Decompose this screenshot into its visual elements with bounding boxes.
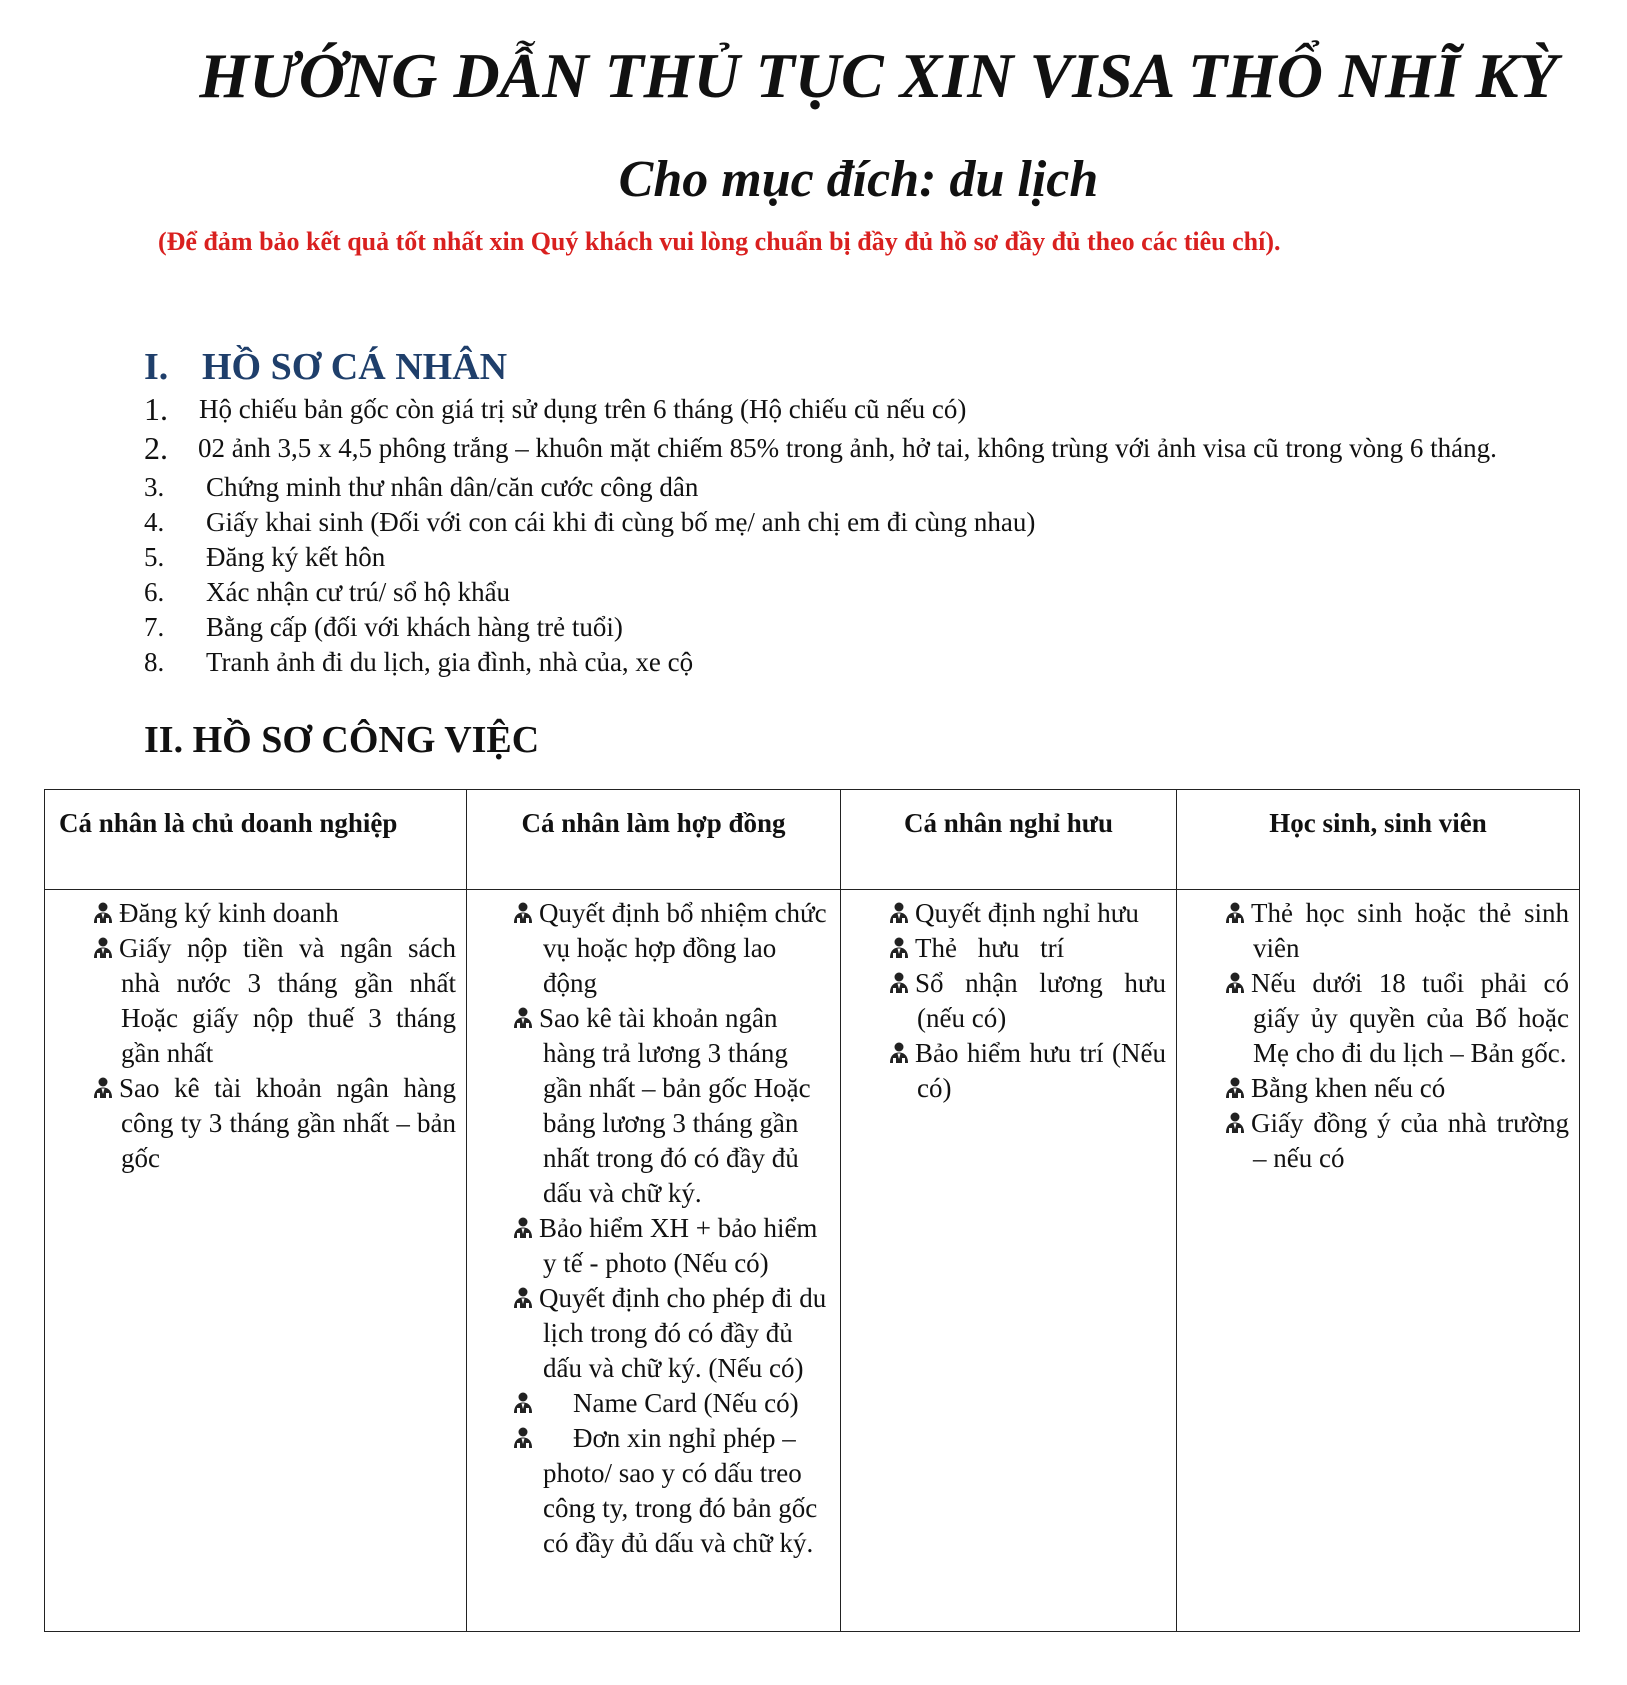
list-item (481, 1421, 830, 1561)
item-number: 5. (144, 542, 165, 572)
list-item (59, 896, 456, 931)
person-icon (887, 896, 915, 931)
item-text: Quyết định bổ nhiệm chức vụ hoặc hợp đồng lao động (539, 898, 827, 998)
item-text: Giấy nộp tiền và ngân sách nhà nước 3 tháng gần nhất Hoặc giấy nộp thuế 3 tháng gần nhất (119, 933, 456, 1068)
table-row (45, 890, 1580, 1632)
table-header-row (45, 790, 1580, 890)
item-number: 4. (144, 507, 165, 537)
person-icon (887, 966, 915, 1001)
person-icon (511, 1281, 539, 1316)
person-icon (91, 896, 119, 931)
list-item (144, 610, 1584, 645)
person-icon (1223, 896, 1251, 931)
item-text: Bằng khen nếu có (1251, 1073, 1446, 1103)
business-owner-list (59, 896, 456, 1176)
person-icon (91, 931, 119, 966)
list-item (59, 1071, 456, 1176)
person-icon (511, 1001, 539, 1036)
work-documents-table (44, 789, 1580, 1632)
person-icon (887, 1036, 915, 1071)
item-number: 6. (144, 577, 165, 607)
person-icon (511, 1211, 539, 1246)
column-header-retiree: Cá nhân nghỉ hưu (841, 790, 1177, 890)
person-icon (1223, 1106, 1251, 1141)
item-text: Sổ nhận lương hưu (nếu có) (915, 968, 1166, 1033)
item-number: 8. (144, 647, 165, 677)
item-text: Quyết định nghỉ hưu (915, 898, 1139, 928)
document-subtitle: Cho mục đích: du lịch (618, 151, 1099, 208)
list-item (481, 1211, 830, 1281)
instruction-note: (Để đảm bảo kết quả tốt nhất xin Quý khách vui lòng chuẩn bị đầy đủ hồ sơ đầy đủ theo các tiêu chí). (158, 227, 1281, 256)
item-text: Giấy đồng ý của nhà trường – nếu có (1251, 1108, 1569, 1173)
list-item (59, 931, 456, 1071)
item-text: Sao kê tài khoản ngân hàng trả lương 3 tháng gần nhất – bản gốc Hoặc bảng lương 3 tháng gần nhất trong đó có đầy đủ dấu và chữ ký. (539, 1003, 811, 1208)
item-text: Xác nhận cư trú/ sổ hộ khẩu (206, 577, 511, 607)
item-number: 2. (144, 430, 168, 466)
item-text: Giấy khai sinh (Đối với con cái khi đi cùng bố mẹ/ anh chị em đi cùng nhau) (206, 507, 1036, 537)
list-item (144, 575, 1584, 610)
list-item (855, 896, 1166, 931)
item-text: Bảo hiểm hưu trí (Nếu có) (915, 1038, 1166, 1103)
item-text: Chứng minh thư nhân dân/căn cước công dân (206, 472, 699, 502)
list-item (144, 645, 1584, 680)
document-title: HƯỚNG DẪN THỦ TỤC XIN VISA THỔ NHĨ KỲ (199, 40, 1558, 111)
list-item (481, 896, 830, 1001)
section-work-heading: II. HỒ SƠ CÔNG VIỆC (144, 719, 540, 761)
list-item (144, 540, 1584, 575)
list-item (855, 931, 1166, 966)
section-personal-heading (144, 343, 507, 391)
person-icon (511, 1421, 573, 1456)
item-text: Sao kê tài khoản ngân hàng công ty 3 tháng gần nhất – bản gốc (119, 1073, 456, 1173)
list-item (1191, 1071, 1569, 1106)
student-cell (1177, 890, 1580, 1632)
contract-employee-cell (467, 890, 841, 1632)
list-item (481, 1386, 830, 1421)
list-item (1191, 896, 1569, 966)
section-number: I. (144, 346, 169, 388)
item-text: Hộ chiếu bản gốc còn giá trị sử dụng trên 6 tháng (Hộ chiếu cũ nếu có) (199, 394, 967, 424)
column-header-business-owner: Cá nhân là chủ doanh nghiệp (45, 790, 467, 890)
list-item (144, 392, 1584, 427)
item-number: 1. (144, 391, 168, 427)
person-icon (511, 1386, 573, 1421)
item-text: Bằng cấp (đối với khách hàng trẻ tuổi) (206, 612, 623, 642)
personal-documents-list (144, 392, 1584, 680)
column-header-student: Học sinh, sinh viên (1177, 790, 1580, 890)
retiree-list (855, 896, 1166, 1106)
person-icon (1223, 1071, 1251, 1106)
list-item (144, 505, 1584, 540)
item-text: Nếu dưới 18 tuổi phải có giấy ủy quyền của Bố hoặc Mẹ cho đi du lịch – Bản gốc. (1251, 968, 1569, 1068)
list-item (144, 470, 1584, 505)
list-item (1191, 1106, 1569, 1176)
section-title: HỒ SƠ CÁ NHÂN (202, 346, 508, 388)
student-list (1191, 896, 1569, 1176)
item-text: Bảo hiểm XH + bảo hiểm y tế - photo (Nếu có) (539, 1213, 818, 1278)
list-item (144, 431, 1584, 466)
item-text: Thẻ học sinh hoặc thẻ sinh viên (1251, 898, 1569, 963)
item-text: Quyết định cho phép đi du lịch trong đó có đầy đủ dấu và chữ ký. (Nếu có) (539, 1283, 827, 1383)
item-number: 3. (144, 472, 165, 502)
list-item (1191, 966, 1569, 1071)
item-text: Name Card (Nếu có) (573, 1388, 799, 1418)
list-item (855, 1036, 1166, 1106)
list-item (855, 966, 1166, 1036)
list-item (481, 1001, 830, 1211)
person-icon (887, 931, 915, 966)
item-text: Tranh ảnh đi du lịch, gia đình, nhà của, xe cộ (206, 647, 694, 677)
item-text: 02 ảnh 3,5 x 4,5 phông trắng – khuôn mặt chiếm 85% trong ảnh, hở tai, không trùng với ảnh visa cũ trong vòng 6 tháng. (198, 433, 1497, 463)
retiree-cell (841, 890, 1177, 1632)
item-number: 7. (144, 612, 165, 642)
item-text: Đăng ký kết hôn (206, 542, 386, 572)
item-text: Đơn xin nghỉ phép – photo/ sao y có dấu treo công ty, trong đó bản gốc có đầy đủ dấu và chữ ký. (543, 1423, 818, 1558)
list-item (481, 1281, 830, 1386)
item-text: Đăng ký kinh doanh (119, 898, 339, 928)
person-icon (511, 896, 539, 931)
contract-employee-list (481, 896, 830, 1561)
column-header-contract-employee: Cá nhân làm hợp đồng (467, 790, 841, 890)
business-owner-cell (45, 890, 467, 1632)
item-text: Thẻ hưu trí (915, 933, 1065, 963)
person-icon (91, 1071, 119, 1106)
person-icon (1223, 966, 1251, 1001)
